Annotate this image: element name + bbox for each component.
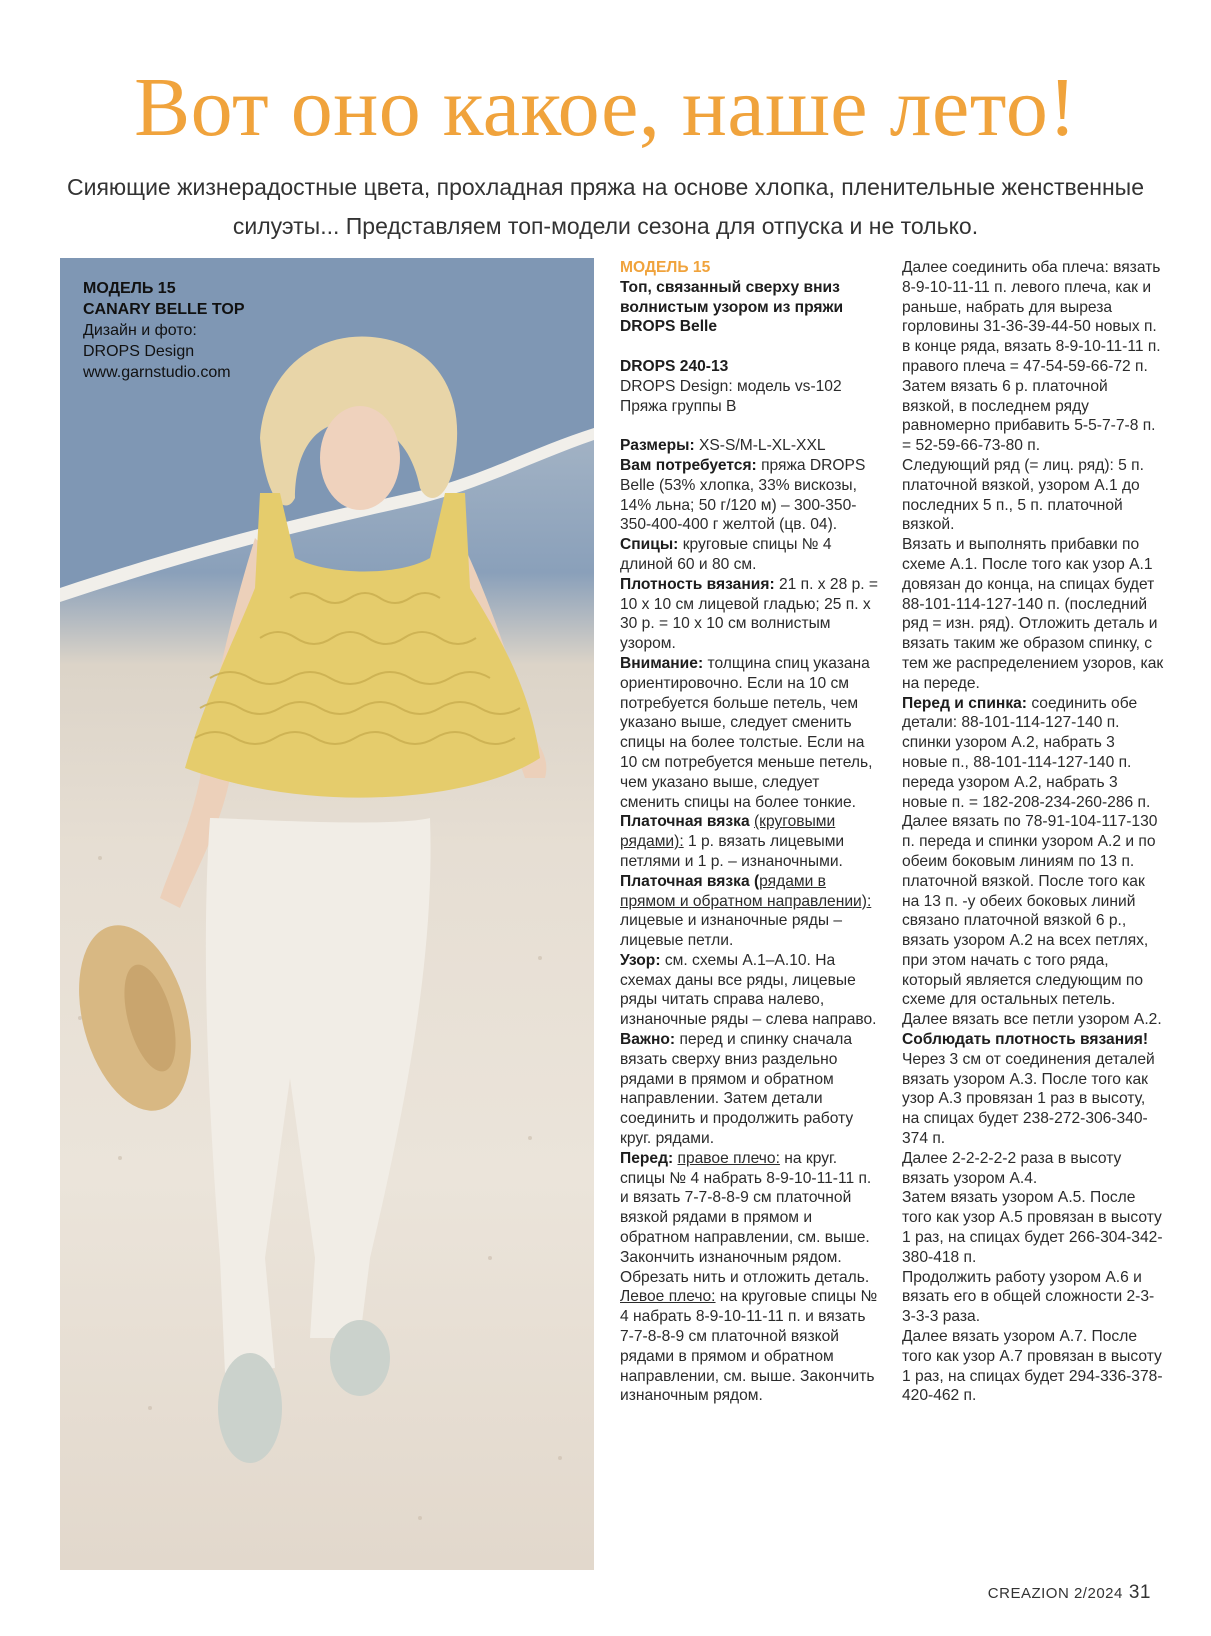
- paragraph-a6: Продолжить работу узором А.6 и вязать его в общей сложности 2-3-3-3-3 раза.: [902, 1268, 1155, 1326]
- garter-round: Платочная вязка (круговыми рядами): 1 р. вязать лицевыми петлями и 1 р. – изнаночными.: [620, 813, 845, 870]
- paragraph-next-row: Следующий ряд (= лиц. ряд): 5 п. платочной вязкой, узором А.1 до последних 5 п., 5 п. платочной вязкой.: [902, 456, 1144, 534]
- important: Важно: перед и спинку сначала вязать сверху вниз раздельно рядами в прямом и обратном направлении. Затем детали соединить и продолжить работу круг. рядами.: [620, 1031, 854, 1148]
- caption-brand: DROPS Design: [83, 343, 195, 360]
- face-shape: [320, 406, 400, 510]
- attention: Внимание: толщина спиц указана ориентировочно. Если на 10 см потребуется больше петель, чем указано выше, следует сменить спицы на более толстые. Если на 10 см потребуется меньше петель, чем указано выше, следует сменить спицы на более тонкие.: [620, 654, 873, 811]
- paragraph-gauge-note: Далее вязать все петли узором А.2. Соблюдать плотность вязания!: [902, 1011, 1162, 1049]
- gauge: Плотность вязания: 21 п. х 28 р. = 10 х 10 см лицевой гладью; 25 п. х 30 р. = 10 х 10 см волнистым узором.: [620, 575, 879, 653]
- caption-design: Дизайн и фото:: [83, 322, 197, 339]
- magazine-issue: CREAZION 2/2024: [987, 1585, 1123, 1602]
- photo-caption: [83, 278, 245, 383]
- page-subtitle: Сияющие жизнерадостные цвета, прохладная пряжа на основе хлопка, пленительные женственные силуэты... Представляем топ-модели сезона для отпуска и не только.: [66, 174, 1144, 239]
- paragraph-join-shoulders: Далее соединить оба плеча: вязать 8-9-10-11-11 п. левого плеча, как и раньше, набрать для выреза горловины 31-36-39-44-50 новых п. в конце ряда, вязать 8-9-10-11-11 п. правого плеча = 47-54-59-66-72 п.: [902, 259, 1161, 375]
- caption-model: МОДЕЛЬ 15: [83, 280, 176, 297]
- materials: Вам потребуется: пряжа DROPS Belle (53% хлопка, 33% вискозы, 14% льна; 50 г/120 м) – 300-350-350-400-400 г желтой (цв. 04).: [620, 456, 866, 534]
- page-number: 31: [1128, 1582, 1151, 1603]
- caption-site: www.garnstudio.com: [83, 364, 231, 381]
- paragraph-a5: Затем вязать узором А.5. После того как узор А.5 провязан в высоту 1 раз, на спицах будет 266-304-342-380-418 п.: [902, 1189, 1163, 1266]
- yarn-group: Пряжа группы В: [620, 397, 737, 415]
- white-pants-shape: [206, 818, 431, 1373]
- page-title: Вот оно какое, наше лето!: [134, 61, 1077, 154]
- paragraph-a4: Далее 2-2-2-2-2 раза в высоту вязать узором А.4.: [902, 1149, 1122, 1187]
- paragraph-a7: Далее вязать узором А.7. После того как узор А.7 провязан в высоту 1 раз, на спицах будет 294-336-378-420-462 п.: [902, 1328, 1163, 1405]
- sizes: Размеры: XS-S/M-L-XL-XXL: [620, 437, 826, 455]
- front-left-shoulder: Левое плечо: на круговые спицы № 4 набрать 8-9-10-11-11 п. и вязать 7-7-8-8-9 см платочной вязкой рядами в прямом и обратном направлении, см. выше. Закончить изнаночным рядом.: [620, 1288, 878, 1405]
- pattern: Узор: см. схемы А.1–А.10. На схемах даны все ряды, лицевые ряды читать справа налево, изнаночные ряды – слева направо.: [620, 951, 877, 1029]
- article-column-1: [620, 258, 882, 1406]
- front-right-shoulder: Перед: правое плечо: на круг. спицы № 4 набрать 8-9-10-11-11 п. и вязать 7-7-8-8-9 см платочной вязкой рядами в прямом и обратном направлении, см. выше. Закончить изнаночным рядом. Обрезать нить и отложить деталь.: [620, 1149, 872, 1286]
- model-photo: [60, 258, 594, 1570]
- article-column-2: [902, 258, 1164, 1406]
- right-sandal-shape: [330, 1320, 390, 1396]
- left-sandal-shape: [218, 1353, 282, 1463]
- model-label: МОДЕЛЬ 15: [620, 259, 711, 276]
- paragraph-a1: Вязать и выполнять прибавки по схеме А.1. После того как узор А.1 довязан до конца, на спицах будет 88-101-114-127-140 п. (последний ряд = изн. ряд). Отложить деталь и вязать таким же образом спинку, с тем же распределением узоров, как на переде.: [902, 536, 1164, 692]
- paragraph-side-lines: Далее вязать по 78-91-104-117-130 п. переда и спинки узором А.2 и по обеим боковым линиям по 13 п. платочной вязкой. После того как на 13 п. -у обеих боковых линий связано платочной вязкой 6 р., вязать узором А.2 на всех петлях, при этом начать с того ряда, который является следующим по схеме для остальных петель.: [902, 813, 1158, 1009]
- design-line: DROPS Design: модель vs-102: [620, 377, 842, 395]
- paragraph-a3: Через 3 см от соединения деталей вязать узором А.3. После того как узор А.3 провязан 1 раз в высоту, на спицах будет 238-272-306-340-374 п.: [902, 1050, 1155, 1148]
- paragraph-garter-rows: Затем вязать 6 р. платочной вязкой, в последнем ряду равномерно прибавить 5-5-7-7-8 п. = 52-59-66-73-80 п.: [902, 377, 1156, 455]
- needles: Спицы: круговые спицы № 4 длиной 60 и 80 см.: [620, 536, 832, 573]
- garter-flat: Платочная вязка (рядами в прямом и обратном направлении): лицевые и изнаночные ряды – лицевые петли.: [620, 872, 872, 950]
- front-and-back: Перед и спинка: соединить обе детали: 88-101-114-127-140 п. спинки узором А.2, набрать 3 новые п., 88-101-114-127-140 п. переда узором А.2, набрать 3 новые п. = 182-208-234-260-286 п.: [902, 694, 1151, 811]
- caption-name: CANARY BELLE TOP: [83, 301, 245, 318]
- page-footer: [988, 1582, 1151, 1604]
- beach-scene-illustration: [60, 258, 594, 1570]
- model-code: DROPS 240-13: [620, 357, 729, 375]
- article-heading: Топ, связанный сверху вниз волнистым узором из пряжи DROPS Belle: [620, 278, 844, 336]
